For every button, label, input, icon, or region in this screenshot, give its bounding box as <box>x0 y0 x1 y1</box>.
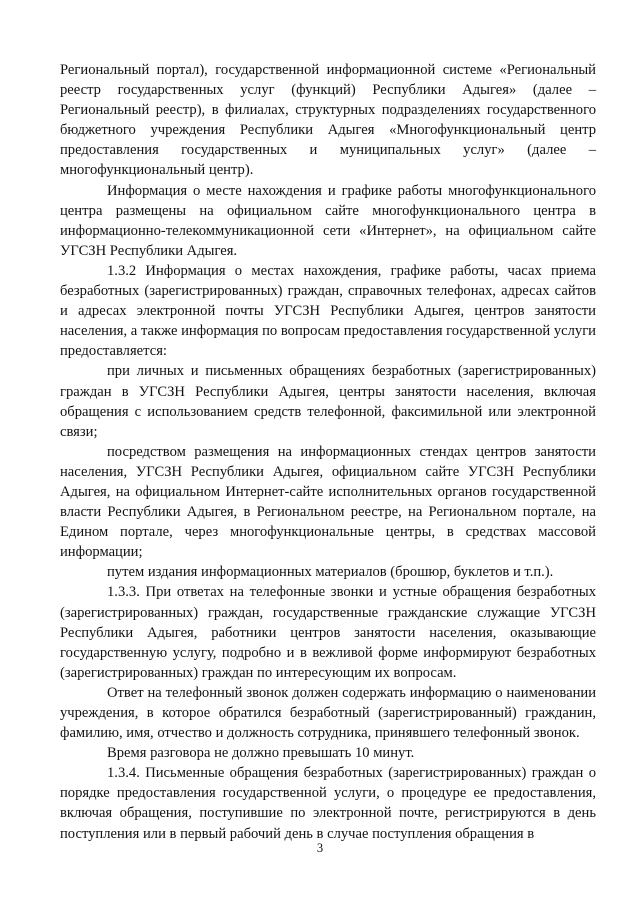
paragraph-publications: путем издания информационных материалов (брошюр, буклетов и т.п.). <box>107 564 554 581</box>
paragraph-call-duration: Время разговора не должно превышать 10 минут. <box>107 745 415 762</box>
paragraph-mfc-info: Информация о месте нахождения и графике работы многофункционального центра размещены на официальном сайте многофункционального центра в информационно-телекоммуникационной сети «Интернет», на официальном сайте УГСЗН Республики Адыгея. <box>60 182 596 259</box>
page-number: 3 <box>316 841 324 855</box>
paragraph-phone-answer: Ответ на телефонный звонок должен содержать информацию о наименовании учреждения, в которое обратился безработный (зарегистрированный) гражданин, фамилию, имя, отчество и должность сотрудника, принявшего телефонный звонок. <box>60 684 596 742</box>
paragraph-1-3-3: 1.3.3. При ответах на телефонные звонки и устные обращения безработных (зарегистрированных) граждан, государственные гражданские служащие УГСЗН Республики Адыгея, работники центров занятости населения, оказывающие государственную услугу, подробно и в вежливой форме информируют безработных (зарегистрированных) граждан по интересующим их вопросам. <box>60 584 596 681</box>
document-page <box>60 60 596 844</box>
paragraph-info-stands: посредством размещения на информационных стендах центров занятости населения, УГСЗН Республики Адыгея, официальном сайте УГСЗН Республики Адыгея, на официальном Интернет-сайте исполнительных органов государственной власти Республики Адыгея, в Региональном реестре, на Региональном портале, на Едином портале, через многофункциональные центры, в средствах массовой информации; <box>60 443 596 561</box>
paragraph-1-3-4: 1.3.4. Письменные обращения безработных (зарегистрированных) граждан о порядке предоставления государственной услуги, о процедуре ее предоставления, включая обращения, поступившие по электронной почте, регистрируются в день поступления или в первый рабочий день в случае поступления обращения в <box>60 765 596 842</box>
paragraph-personal-appeals: при личных и письменных обращениях безработных (зарегистрированных) граждан в УГСЗН Республики Адыгея, центры занятости населения, включая обращения с использованием средств телефонной, факсимильной или электронной связи; <box>60 363 596 440</box>
paragraph-regional-portal-continuation: Региональный портал), государственной информационной системе «Региональный реестр государственных услуг (функций) Республики Адыгея» (далее – Региональный реестр), в филиалах, структурных подразделениях государственного бюджетного учреждения Республики Адыгея «Многофункциональный центр предоставления государственных и муниципальных услуг» (далее – многофункциональный центр). <box>60 62 596 179</box>
paragraph-1-3-2: 1.3.2 Информация о местах нахождения, графике работы, часах приема безработных (зарегистрированных) граждан, справочных телефонах, адресах сайтов и адресах электронной почты УГСЗН Республики Адыгея, центров занятости населения, а также информация по вопросам предоставления государственной услуги предоставляется: <box>60 262 596 360</box>
